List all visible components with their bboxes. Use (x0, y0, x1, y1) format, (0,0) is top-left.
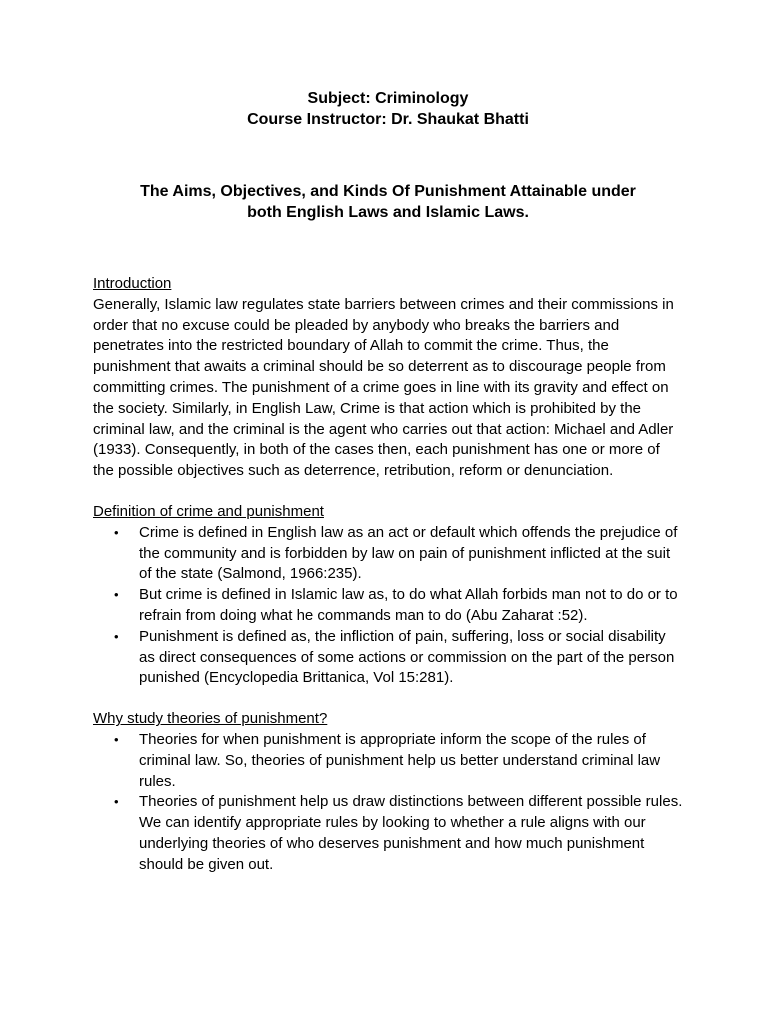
instructor-line: Course Instructor: Dr. Shaukat Bhatti (247, 111, 529, 128)
definition-list (93, 523, 683, 689)
document-header (93, 88, 683, 130)
list-item-text: But crime is defined in Islamic law as, to do what Allah forbids man not to do or to refrain from doing what he commands man to do (Abu Zaharat :52). (139, 586, 678, 624)
introduction-heading: Introduction (93, 275, 172, 292)
bullet-icon: • (114, 524, 119, 540)
why-study-list (93, 730, 683, 876)
subject-line: Subject: Criminology (307, 90, 469, 107)
document-page (93, 88, 683, 876)
introduction-paragraph: Generally, Islamic law regulates state barriers between crimes and their commissions in order that no excuse could be pleaded by anybody who breaks the barriers and penetrates into the restricted boundary of Allah to commit the crime. Thus, the punishment that awaits a criminal should be so deterrent as to discourage people from committing crimes. The punishment of a crime goes in line with its gravity and effect on the society. Similarly, in English Law, Crime is that action which is prohibited by the criminal law, and the criminal is the agent who carries out that action: Michael and Adler (1933). Consequently, in both of the cases then, each punishment has one or more of the possible objectives such as deterrence, retribution, reform or denunciation. (93, 295, 674, 480)
list-item (114, 585, 683, 627)
list-item (114, 730, 683, 792)
title-line-2: both English Laws and Islamic Laws. (247, 204, 529, 221)
bullet-icon: • (114, 587, 119, 603)
introduction-section (93, 274, 683, 482)
why-study-heading: Why study theories of punishment? (93, 710, 328, 728)
list-item-text: Crime is defined in English law as an act or default which offends the prejudice of the community and is forbidden by law on pain of punishment inflicted at the suit of the state (Salmond, 1966:235). (139, 523, 678, 583)
why-study-section (93, 709, 683, 875)
list-item (114, 792, 683, 875)
list-item-text: Punishment is defined as, the infliction of pain, suffering, loss or social disability as direct consequences of some actions or commission on the part of the person punished (Encyclopedia Brittanica, Vol 15:281). (139, 627, 675, 687)
document-title (93, 181, 683, 223)
list-item (114, 627, 683, 689)
definition-heading: Definition of crime and punishment (93, 502, 324, 520)
bullet-icon: • (114, 628, 119, 644)
list-item-text: Theories for when punishment is appropriate inform the scope of the rules of criminal law. So, theories of punishment help us better understand criminal law rules. (139, 730, 661, 790)
list-item-text: Theories of punishment help us draw distinctions between different possible rules. We can identify appropriate rules by looking to whether a rule aligns with our underlying theories of who deserves punishment and how much punishment should be given out. (139, 793, 683, 873)
bullet-icon: • (114, 794, 119, 810)
bullet-icon: • (114, 731, 119, 747)
definition-section (93, 502, 683, 689)
title-line-1: The Aims, Objectives, and Kinds Of Punishment Attainable under (140, 183, 636, 200)
list-item (114, 523, 683, 585)
